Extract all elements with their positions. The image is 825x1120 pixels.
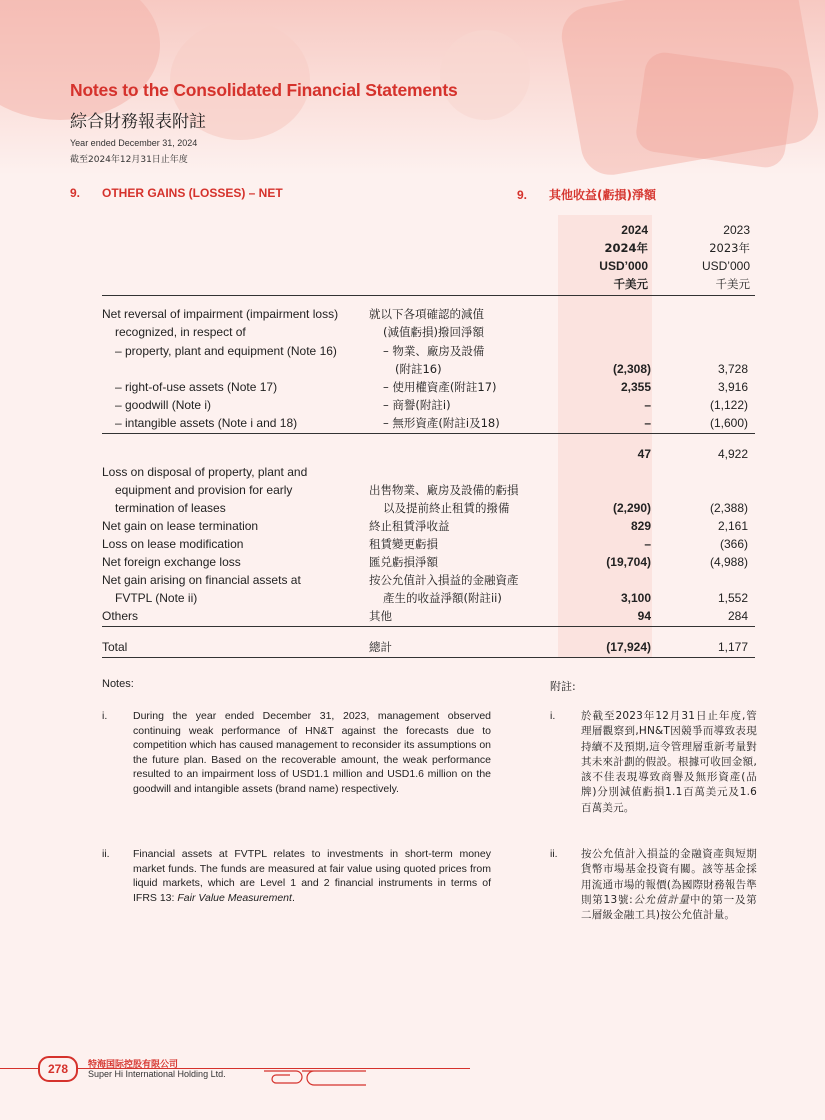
row-label: recognized, in respect of	[115, 325, 246, 339]
note-text	[133, 847, 491, 905]
total-label-zh: 總計	[369, 640, 392, 654]
row-label: – goodwill (Note i)	[115, 398, 212, 412]
row-label-zh: – 物業、廠房及設備	[383, 344, 485, 358]
note-text-part: Financial assets at FVTPL relates to investments in short-term money market funds. The funds are measured at fair value using quoted prices from liquid markets, which are Level 1 and 2 financial instruments in terms of IFRS 13:	[133, 848, 491, 904]
column-header-2023	[655, 221, 750, 293]
standard-name: Fair Value Measurement	[177, 891, 292, 904]
note-marker: ii.	[550, 848, 558, 860]
row-label-zh: – 無形資產(附註i及18)	[383, 416, 500, 430]
row-label-zh: 匯兑虧損淨額	[369, 555, 438, 569]
value-2023: 1,552	[717, 591, 748, 605]
total-label: Total	[102, 640, 128, 654]
row-label-zh: 以及提前終止租賃的撥備	[383, 501, 510, 515]
note-text: During the year ended December 31, 2023, management observed continuing weak performance of HN&T against the forecasts due to competition which has caused management to reconsider its assumptions on the future plan. Based on the recoverable amount, the weak performance resulted to an impairment loss of USD1.1 million and USD1.6 million on the goodwill and intangible assets (brand name) respectively.	[133, 710, 491, 795]
row-label-zh: (附註16)	[395, 362, 442, 376]
note-text-zh	[581, 847, 757, 923]
section-title-zh	[517, 186, 656, 203]
notes-heading: Notes:	[102, 678, 134, 690]
cloud-ornament-icon	[262, 1064, 372, 1092]
row-label: Net reversal of impairment (impairment loss)	[102, 307, 339, 321]
page-title-zh: 綜合財務報表附註	[70, 112, 206, 132]
total-top-rule	[102, 626, 755, 627]
row-label: FVTPL (Note ii)	[115, 591, 198, 605]
subtotal-rule	[102, 433, 755, 434]
value-2024: –	[644, 416, 651, 430]
column-year-zh: 2024年	[604, 241, 648, 255]
value-2023: (1,122)	[709, 398, 748, 412]
row-label-zh: 租賃變更虧損	[369, 537, 438, 551]
note-text-zh: 於截至2023年12月31日止年度,管理層觀察到,HN&T因競爭而導致表現持續不及預期,這令管理層重新考量對其未來計劃的假設。根據可收回金額,該不佳表現導致商譽及無形資產(品牌)分別減值虧損1.1百萬美元及1.6百萬美元。	[581, 710, 757, 814]
value-2024: –	[644, 398, 651, 412]
note-marker: i.	[102, 710, 108, 722]
table-top-rule	[102, 295, 755, 296]
section-title-text: OTHER GAINS (LOSSES) – NET	[102, 186, 283, 200]
period-label: Year ended December 31, 2024	[70, 138, 198, 148]
column-unit: USD’000	[599, 259, 648, 273]
value-2023: (1,600)	[709, 416, 748, 430]
total-2023: 1,177	[717, 640, 748, 654]
row-label: – intangible assets (Note i and 18)	[115, 416, 298, 430]
value-2023: (366)	[719, 537, 748, 551]
value-2023: 2,161	[717, 519, 748, 533]
row-label: Loss on disposal of property, plant and	[102, 465, 308, 479]
page-number: 278	[38, 1056, 78, 1082]
row-label-zh: 產生的收益淨額(附註ii)	[383, 591, 502, 605]
subtotal-2023: 4,922	[717, 447, 748, 461]
column-header-2024	[553, 221, 648, 293]
row-label: Net gain arising on financial assets at	[102, 573, 301, 587]
column-year: 2023	[723, 223, 750, 237]
row-label-zh: – 商譽(附註i)	[383, 398, 451, 412]
row-label: – right-of-use assets (Note 17)	[115, 380, 278, 394]
section-number-zh: 9.	[517, 188, 528, 202]
value-2024: 2,355	[620, 380, 651, 394]
column-unit-zh: 千美元	[715, 277, 750, 291]
row-label: termination of leases	[115, 501, 226, 515]
note-marker: ii.	[102, 848, 110, 860]
value-2023: (2,388)	[709, 501, 748, 515]
row-label-zh: 其他	[369, 609, 392, 623]
row-label-zh: (減值虧損)撥回淨額	[383, 325, 484, 339]
total-bottom-rule	[102, 657, 755, 658]
company-name-zh: 特海国际控股有限公司	[88, 1060, 179, 1070]
value-2024: (2,290)	[612, 501, 651, 515]
row-label: Net foreign exchange loss	[102, 555, 241, 569]
notes-heading-zh: 附註:	[550, 680, 576, 693]
value-2024: 3,100	[620, 591, 651, 605]
page-header	[70, 80, 458, 165]
section-title	[70, 186, 283, 200]
subtotal-2024: 47	[637, 447, 651, 461]
row-label-zh: 終止租賃淨收益	[369, 519, 450, 533]
row-label: Net gain on lease termination	[102, 519, 259, 533]
period-label-zh: 截至2024年12月31日止年度	[70, 155, 188, 165]
note-text-part: 中的第一及第二層級金融工具)按公允值計量。	[581, 893, 758, 922]
value-2023: (4,988)	[709, 555, 748, 569]
section-title-zh-text: 其他收益(虧損)淨額	[549, 188, 656, 202]
value-2023: 284	[727, 609, 748, 623]
column-unit-zh: 千美元	[613, 277, 648, 291]
row-label-zh: 出售物業、廠房及設備的虧損	[369, 483, 519, 497]
column-year: 2024	[621, 223, 648, 237]
column-year-zh: 2023年	[709, 241, 750, 255]
total-2024: (17,924)	[606, 640, 651, 654]
row-label: – property, plant and equipment (Note 16)	[115, 344, 337, 358]
section-number: 9.	[70, 186, 81, 200]
note-text-part: 按公允值計入損益的金融資產與短期貨幣市場基金投資有關。該等基金採用流通市場的報價(為國際財務報告準則第13號:	[581, 848, 757, 906]
row-label-zh: 就以下各項確認的減值	[369, 307, 484, 321]
row-label: Loss on lease modification	[102, 537, 244, 551]
row-label-zh: 按公允值計入損益的金融資產	[369, 573, 519, 587]
value-2023: 3,728	[717, 362, 748, 376]
standard-name-zh: 公允值計量	[632, 893, 690, 906]
note-marker: i.	[550, 710, 556, 722]
page-title: Notes to the Consolidated Financial Statements	[70, 80, 458, 100]
row-label: equipment and provision for early	[115, 483, 293, 497]
value-2024: –	[644, 537, 651, 551]
row-label: Others	[102, 609, 139, 623]
value-2024: 829	[630, 519, 651, 533]
value-2024: (2,308)	[612, 362, 651, 376]
value-2024: (19,704)	[606, 555, 651, 569]
column-unit: USD’000	[701, 259, 750, 273]
value-2024: 94	[637, 609, 651, 623]
row-label-zh: – 使用權資產(附註17)	[383, 380, 497, 394]
note-text-part: .	[291, 891, 295, 904]
company-name: Super Hi International Holding Ltd.	[88, 1069, 226, 1079]
value-2023: 3,916	[717, 380, 748, 394]
